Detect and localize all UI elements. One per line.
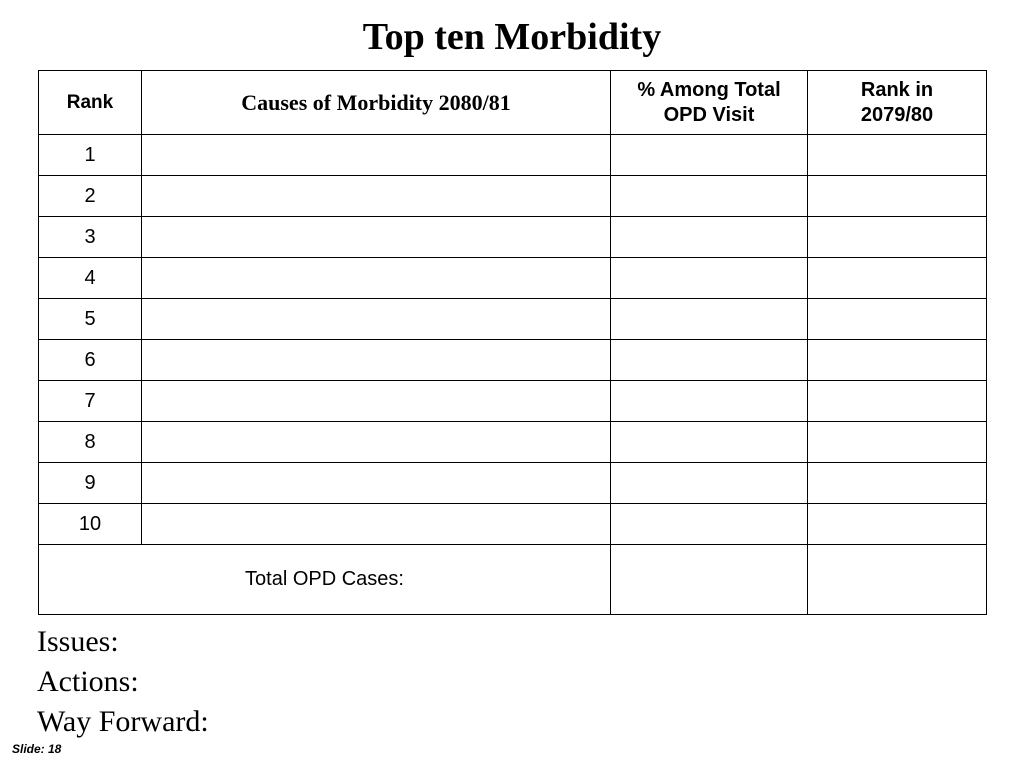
morbidity-table [38,70,987,615]
header-cause: Causes of Morbidity 2080/81 [142,71,611,135]
previous-rank-cell[interactable] [808,504,987,545]
previous-rank-cell[interactable] [808,422,987,463]
previous-rank-cell[interactable] [808,463,987,504]
cause-cell[interactable] [142,381,611,422]
cause-cell[interactable] [142,176,611,217]
previous-rank-cell[interactable] [808,217,987,258]
table-row [39,176,987,217]
way-forward-label: Way Forward: [37,705,209,738]
previous-rank-cell[interactable] [808,299,987,340]
header-percent-opd-line2: OPD Visit [663,103,755,126]
rank-cell: 5 [39,299,142,340]
percent-cell[interactable] [611,299,808,340]
previous-rank-cell[interactable] [808,176,987,217]
percent-cell[interactable] [611,340,808,381]
notes-section [37,622,209,742]
cause-cell[interactable] [142,463,611,504]
previous-rank-cell[interactable] [808,135,987,176]
table-row [39,504,987,545]
table-header-row [39,71,987,135]
previous-rank-cell[interactable] [808,258,987,299]
percent-cell[interactable] [611,176,808,217]
previous-rank-cell[interactable] [808,381,987,422]
header-percent-opd-line1: % Among Total [637,78,781,101]
rank-cell: 4 [39,258,142,299]
percent-cell[interactable] [611,381,808,422]
percent-cell[interactable] [611,217,808,258]
percent-cell[interactable] [611,135,808,176]
cause-cell[interactable] [142,135,611,176]
rank-cell: 7 [39,381,142,422]
previous-rank-cell[interactable] [808,340,987,381]
rank-cell: 6 [39,340,142,381]
header-previous-rank [808,71,987,135]
total-previous-rank-cell[interactable] [808,545,987,615]
total-percent-cell[interactable] [611,545,808,615]
header-rank: Rank [39,71,142,135]
percent-cell[interactable] [611,463,808,504]
total-opd-label: Total OPD Cases: [39,545,611,615]
rank-cell: 1 [39,135,142,176]
table-row [39,135,987,176]
page-title: Top ten Morbidity [362,16,662,58]
cause-cell[interactable] [142,504,611,545]
issues-label: Issues: [37,625,119,658]
header-percent-opd [611,71,808,135]
rank-cell: 8 [39,422,142,463]
rank-cell: 10 [39,504,142,545]
cause-cell[interactable] [142,217,611,258]
total-row [39,545,987,615]
percent-cell[interactable] [611,504,808,545]
cause-cell[interactable] [142,299,611,340]
header-previous-rank-line1: Rank in [860,78,934,101]
actions-label: Actions: [37,665,139,698]
table-row [39,258,987,299]
table-row [39,422,987,463]
table-row [39,217,987,258]
header-previous-rank-line2: 2079/80 [860,103,934,126]
rank-cell: 3 [39,217,142,258]
cause-cell[interactable] [142,422,611,463]
table-row [39,340,987,381]
cause-cell[interactable] [142,258,611,299]
percent-cell[interactable] [611,258,808,299]
table-row [39,463,987,504]
cause-cell[interactable] [142,340,611,381]
rank-cell: 9 [39,463,142,504]
table-row [39,381,987,422]
percent-cell[interactable] [611,422,808,463]
rank-cell: 2 [39,176,142,217]
slide-number: Slide: 18 [12,742,62,756]
table-row [39,299,987,340]
